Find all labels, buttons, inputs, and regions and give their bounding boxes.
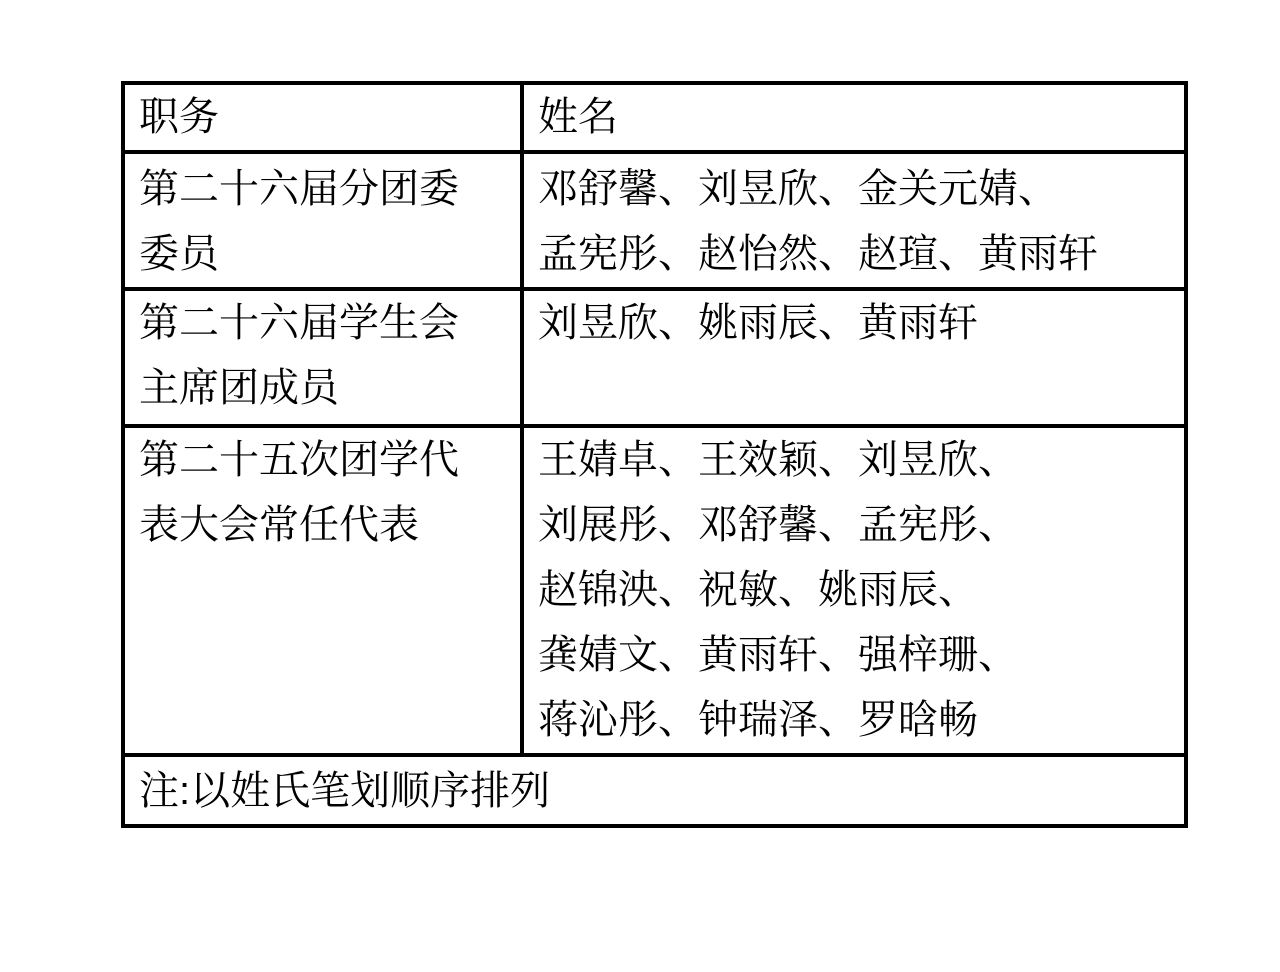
names-text-line: 邓舒馨、刘昱欣、金关元婧、: [538, 167, 1058, 211]
column-header-name-label: 姓名: [538, 95, 618, 139]
names-cell: [522, 426, 1186, 755]
table-row: [123, 426, 1186, 755]
names-cell: [522, 152, 1186, 289]
position-text-line: 委员: [139, 232, 219, 276]
position-cell: [123, 426, 522, 755]
names-text-line: 王婧卓、王效颖、刘昱欣、: [538, 438, 1018, 482]
position-text-line: 第二十六届分团委: [139, 167, 459, 211]
names-text-line: 蒋沁彤、钟瑞泽、罗晗畅: [538, 698, 978, 742]
roster-table: [121, 81, 1188, 828]
table-row: [123, 152, 1186, 289]
column-header-position-label: 职务: [139, 95, 219, 139]
column-header-position: [123, 83, 522, 152]
note-row: [123, 755, 1186, 826]
table-row: [123, 289, 1186, 426]
header-row: [123, 83, 1186, 152]
position-text-line: 主席团成员: [139, 366, 339, 410]
position-cell: [123, 152, 522, 289]
position-text-line: 表大会常任代表: [139, 503, 419, 547]
names-cell: [522, 289, 1186, 426]
note-cell: [123, 755, 1186, 826]
note-text: 注:以姓氏笔划顺序排列: [139, 769, 551, 813]
names-text-line: 刘昱欣、姚雨辰、黄雨轩: [538, 301, 978, 345]
position-text-line: 第二十六届学生会: [139, 301, 459, 345]
column-header-name: [522, 83, 1186, 152]
names-text-line: 孟宪彤、赵怡然、赵瑄、黄雨轩: [538, 232, 1098, 276]
position-cell: [123, 289, 522, 426]
position-text-line: 第二十五次团学代: [139, 438, 459, 482]
names-text-line: 龚婧文、黄雨轩、强梓珊、: [538, 633, 1018, 677]
names-text-line: 刘展彤、邓舒馨、孟宪彤、: [538, 503, 1018, 547]
names-text-line: 赵锦泱、祝敏、姚雨辰、: [538, 568, 978, 612]
